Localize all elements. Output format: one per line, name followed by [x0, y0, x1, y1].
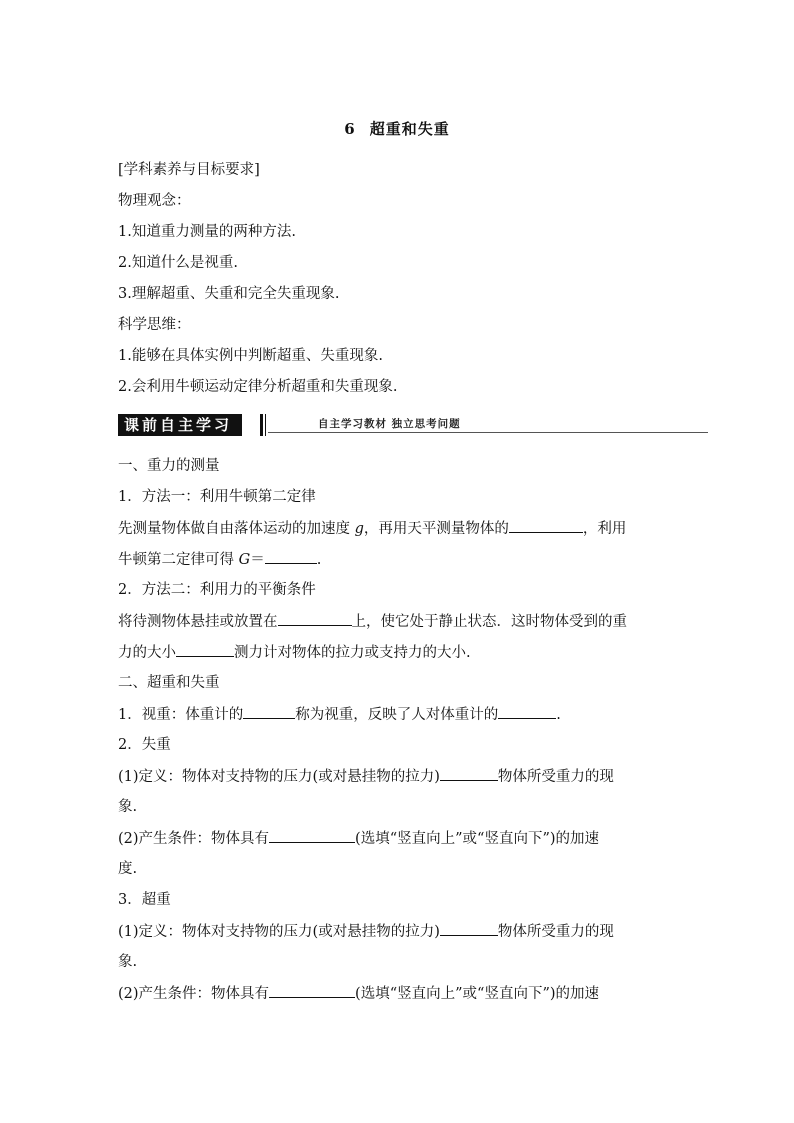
method1-text: 先测量物体做自由落体运动的加速度 g，再用天平测量物体的 ，利用: [118, 518, 678, 538]
definition-text: (1)定义：物体对支持物的压力(或对悬挂物的拉力) 物体所受重力的现: [118, 766, 678, 786]
method2-text: 将待测物体悬挂或放置在 上，使它处于静止状态．这时物体受到的重: [118, 611, 678, 631]
thinking-item: 2.会利用牛顿运动定律分析超重和失重现象.: [118, 379, 398, 395]
fill-blank[interactable]: [269, 983, 355, 998]
section-heading: 二、超重和失重: [118, 675, 220, 691]
fill-blank[interactable]: [176, 642, 234, 657]
symbol-G: G: [238, 552, 251, 568]
thinking-item: 1.能够在具体实例中判断超重、失重现象.: [118, 348, 383, 364]
thinking-label: 科学思维：: [118, 317, 191, 333]
fill-blank[interactable]: [278, 611, 352, 626]
fill-blank[interactable]: [243, 704, 295, 719]
fill-blank[interactable]: [269, 828, 355, 843]
banner-divider: [265, 414, 266, 436]
subsection-title: 3．超重: [118, 892, 171, 908]
definition-text: 象.: [118, 799, 138, 815]
fill-blank[interactable]: [440, 766, 498, 781]
condition-text: (2)产生条件：物体具有 (选填“竖直向上”或“竖直向下”)的加速: [118, 828, 678, 848]
section-banner: [118, 408, 678, 442]
concept-item: 3.理解超重、失重和完全失重现象.: [118, 286, 340, 302]
banner-divider: [260, 414, 263, 436]
subsection-title: 2．失重: [118, 737, 171, 753]
fill-blank[interactable]: [265, 549, 317, 564]
method-title: 2．方法二：利用力的平衡条件: [118, 582, 316, 598]
banner-rule: [268, 432, 708, 433]
section-heading: 一、重力的测量: [118, 458, 220, 474]
apparent-weight-text: 1．视重：体重计的 称为视重，反映了人对体重计的 .: [118, 704, 678, 724]
title-number: 6: [344, 120, 356, 138]
definition-text: (1)定义：物体对支持物的压力(或对悬挂物的拉力) 物体所受重力的现: [118, 921, 678, 941]
method2-text: 力的大小 测力计对物体的拉力或支持力的大小.: [118, 642, 678, 662]
banner-tag: 课前自主学习: [118, 414, 242, 436]
method-title: 1．方法一：利用牛顿第二定律: [118, 489, 316, 505]
symbol-g: g: [354, 521, 364, 537]
fill-blank[interactable]: [498, 704, 556, 719]
definition-text: 象.: [118, 954, 138, 970]
content-body: [118, 160, 678, 1014]
fill-blank[interactable]: [440, 921, 498, 936]
concept-item: 1.知道重力测量的两种方法.: [118, 224, 296, 240]
concept-label: 物理观念：: [118, 193, 191, 209]
concept-item: 2.知道什么是视重.: [118, 255, 238, 271]
banner-subtitle: 自主学习教材 独立思考问题: [318, 418, 461, 430]
objectives-header: [学科素养与目标要求]: [118, 162, 260, 178]
page-title: [0, 118, 794, 139]
condition-text: 度.: [118, 861, 138, 877]
condition-text: (2)产生条件：物体具有 (选填“竖直向上”或“竖直向下”)的加速: [118, 983, 678, 1003]
method1-text: 牛顿第二定律可得 G＝ .: [118, 549, 678, 569]
fill-blank[interactable]: [509, 518, 583, 533]
title-text: 超重和失重: [369, 120, 450, 138]
